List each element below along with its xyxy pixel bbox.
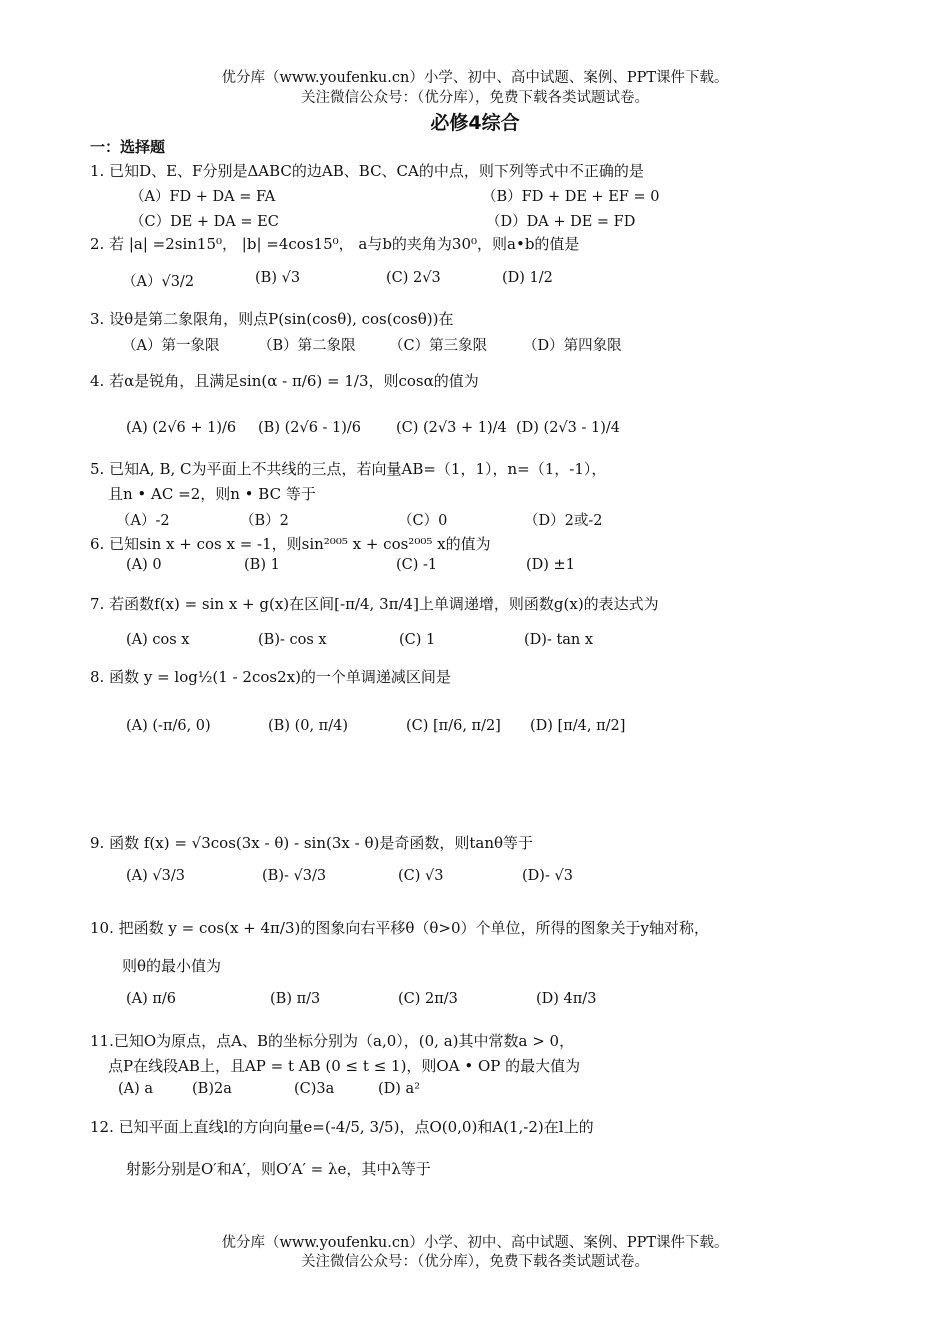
footer-line-1: 优分库（www.youfenku.cn）小学、初中、高中试题、案例、PPT课件下载。	[221, 1235, 729, 1251]
question-2-option-a: （A）√3/2	[122, 274, 195, 290]
question-7-option-d: (D)- tan x	[524, 632, 594, 648]
question-3-option-b: （B）第二象限	[258, 338, 356, 354]
question-2-stem: 2. 若 |a| =2sin15⁰， |b| =4cos15⁰， a与b的夹角为30⁰，则a•b的值是	[90, 235, 580, 253]
question-2-option-d: (D) 1/2	[502, 270, 553, 286]
question-1-option-a: （A）FD + DA = FA	[130, 189, 276, 205]
question-9-stem: 9. 函数 f(x) = √3cos(3x - θ) - sin(3x - θ)是奇函数，则tanθ等于	[90, 834, 534, 852]
question-10-option-b: (B) π/3	[270, 991, 321, 1007]
question-9-option-b: (B)- √3/3	[262, 868, 327, 884]
question-1-option-c: （C）DE + DA = EC	[130, 214, 279, 230]
question-12-stem-line-2: 射影分别是O′和A′，则O′A′ = λe，其中λ等于	[126, 1160, 431, 1178]
question-11-stem-line-1: 11.已知O为原点，点A、B的坐标分别为（a,0），(0, a)其中常数a > 0，	[90, 1032, 575, 1050]
question-10-stem-line-2: 则θ的最小值为	[122, 957, 222, 975]
question-12-stem-line-1: 12. 已知平面上直线l的方向向量e=(-4/5, 3/5)，点O(0,0)和A(1,-2)在l上的	[90, 1118, 594, 1136]
question-4-stem: 4. 若α是锐角，且满足sin(α - π/6) = 1/3，则cosα的值为	[90, 372, 479, 390]
question-10-stem-line-1: 10. 把函数 y = cos(x + 4π/3)的图象向右平移θ（θ>0）个单位，所得的图象关于y轴对称，	[90, 919, 710, 937]
question-7-option-c: (C) 1	[399, 632, 436, 648]
question-9-option-d: (D)- √3	[522, 868, 573, 884]
question-5-option-d: （D）2或-2	[524, 513, 603, 529]
question-6-option-c: (C) -1	[396, 557, 438, 573]
question-10-option-a: (A) π/6	[126, 991, 177, 1007]
question-4-option-d: (D) (2√3 - 1)/4	[516, 420, 621, 436]
question-6-stem: 6. 已知sin x + cos x = -1，则sin²⁰⁰⁵ x + cos²⁰⁰⁵ x的值为	[90, 535, 491, 553]
question-10-option-d: (D) 4π/3	[536, 991, 597, 1007]
question-8-option-c: (C) [π/6, π/2]	[406, 718, 501, 734]
question-7-option-a: (A) cos x	[126, 632, 190, 648]
question-1-option-b: （B）FD + DE + EF = 0	[482, 189, 660, 205]
header-line-2: 关注微信公众号：（优分库），免费下载各类试题试卷。	[301, 90, 649, 106]
question-6-option-d: (D) ±1	[526, 557, 575, 573]
question-7-option-b: (B)- cos x	[258, 632, 327, 648]
footer-line-2: 关注微信公众号：（优分库），免费下载各类试题试卷。	[301, 1254, 649, 1270]
question-10-option-c: (C) 2π/3	[398, 991, 458, 1007]
question-2-option-b: (B) √3	[255, 270, 301, 286]
question-3-option-c: （C）第三象限	[389, 338, 488, 354]
question-4-option-c: (C) (2√3 + 1)/4	[396, 420, 507, 436]
question-6-option-a: (A) 0	[126, 557, 162, 573]
question-2-option-c: (C) 2√3	[386, 270, 441, 286]
question-11-stem-line-2: 点P在线段AB上，且AP = t AB (0 ≤ t ≤ 1)，则OA • OP 的最大值为	[108, 1057, 581, 1075]
question-3-option-a: （A）第一象限	[122, 338, 220, 354]
question-5-option-a: （A）-2	[116, 513, 170, 529]
question-1-option-d: （D）DA + DE = FD	[486, 214, 636, 230]
question-5-option-c: （C）0	[398, 513, 448, 529]
question-11-option-c: (C)3a	[294, 1081, 335, 1097]
question-11-option-a: (A) a	[118, 1081, 154, 1097]
question-11-option-b: (B)2a	[192, 1081, 232, 1097]
page-title: 必修4综合	[430, 112, 520, 134]
question-6-option-b: (B) 1	[244, 557, 280, 573]
question-3-option-d: （D）第四象限	[523, 338, 622, 354]
question-8-option-d: (D) [π/4, π/2]	[530, 718, 626, 734]
question-4-option-b: (B) (2√6 - 1)/6	[258, 420, 362, 436]
question-1-stem: 1. 已知D、E、F分别是ΔABC的边AB、BC、CA的中点，则下列等式中不正确的是	[90, 162, 644, 180]
question-11-option-d: (D) a²	[378, 1081, 421, 1097]
header-line-1: 优分库（www.youfenku.cn）小学、初中、高中试题、案例、PPT课件下载。	[221, 70, 729, 86]
question-3-stem: 3. 设θ是第二象限角，则点P(sin(cosθ), cos(cosθ))在	[90, 310, 454, 328]
question-4-option-a: (A) (2√6 + 1)/6	[126, 420, 237, 436]
question-5-stem-line-1: 5. 已知A, B, C为平面上不共线的三点，若向量AB=（1，1），n=（1，-1），	[90, 460, 607, 478]
question-8-stem: 8. 函数 y = log½(1 - 2cos2x)的一个单调递减区间是	[90, 668, 451, 686]
question-7-stem: 7. 若函数f(x) = sin x + g(x)在区间[-π/4, 3π/4]上单调递增，则函数g(x)的表达式为	[90, 595, 659, 613]
question-5-option-b: （B）2	[240, 513, 289, 529]
question-9-option-c: (C) √3	[398, 868, 444, 884]
question-9-option-a: (A) √3/3	[126, 868, 185, 884]
question-5-stem-line-2: 且n • AC =2，则n • BC 等于	[108, 485, 316, 503]
question-8-option-a: (A) (-π/6, 0)	[126, 718, 211, 734]
question-8-option-b: (B) (0, π/4)	[268, 718, 348, 734]
section-heading: 一：选择题	[90, 138, 166, 156]
